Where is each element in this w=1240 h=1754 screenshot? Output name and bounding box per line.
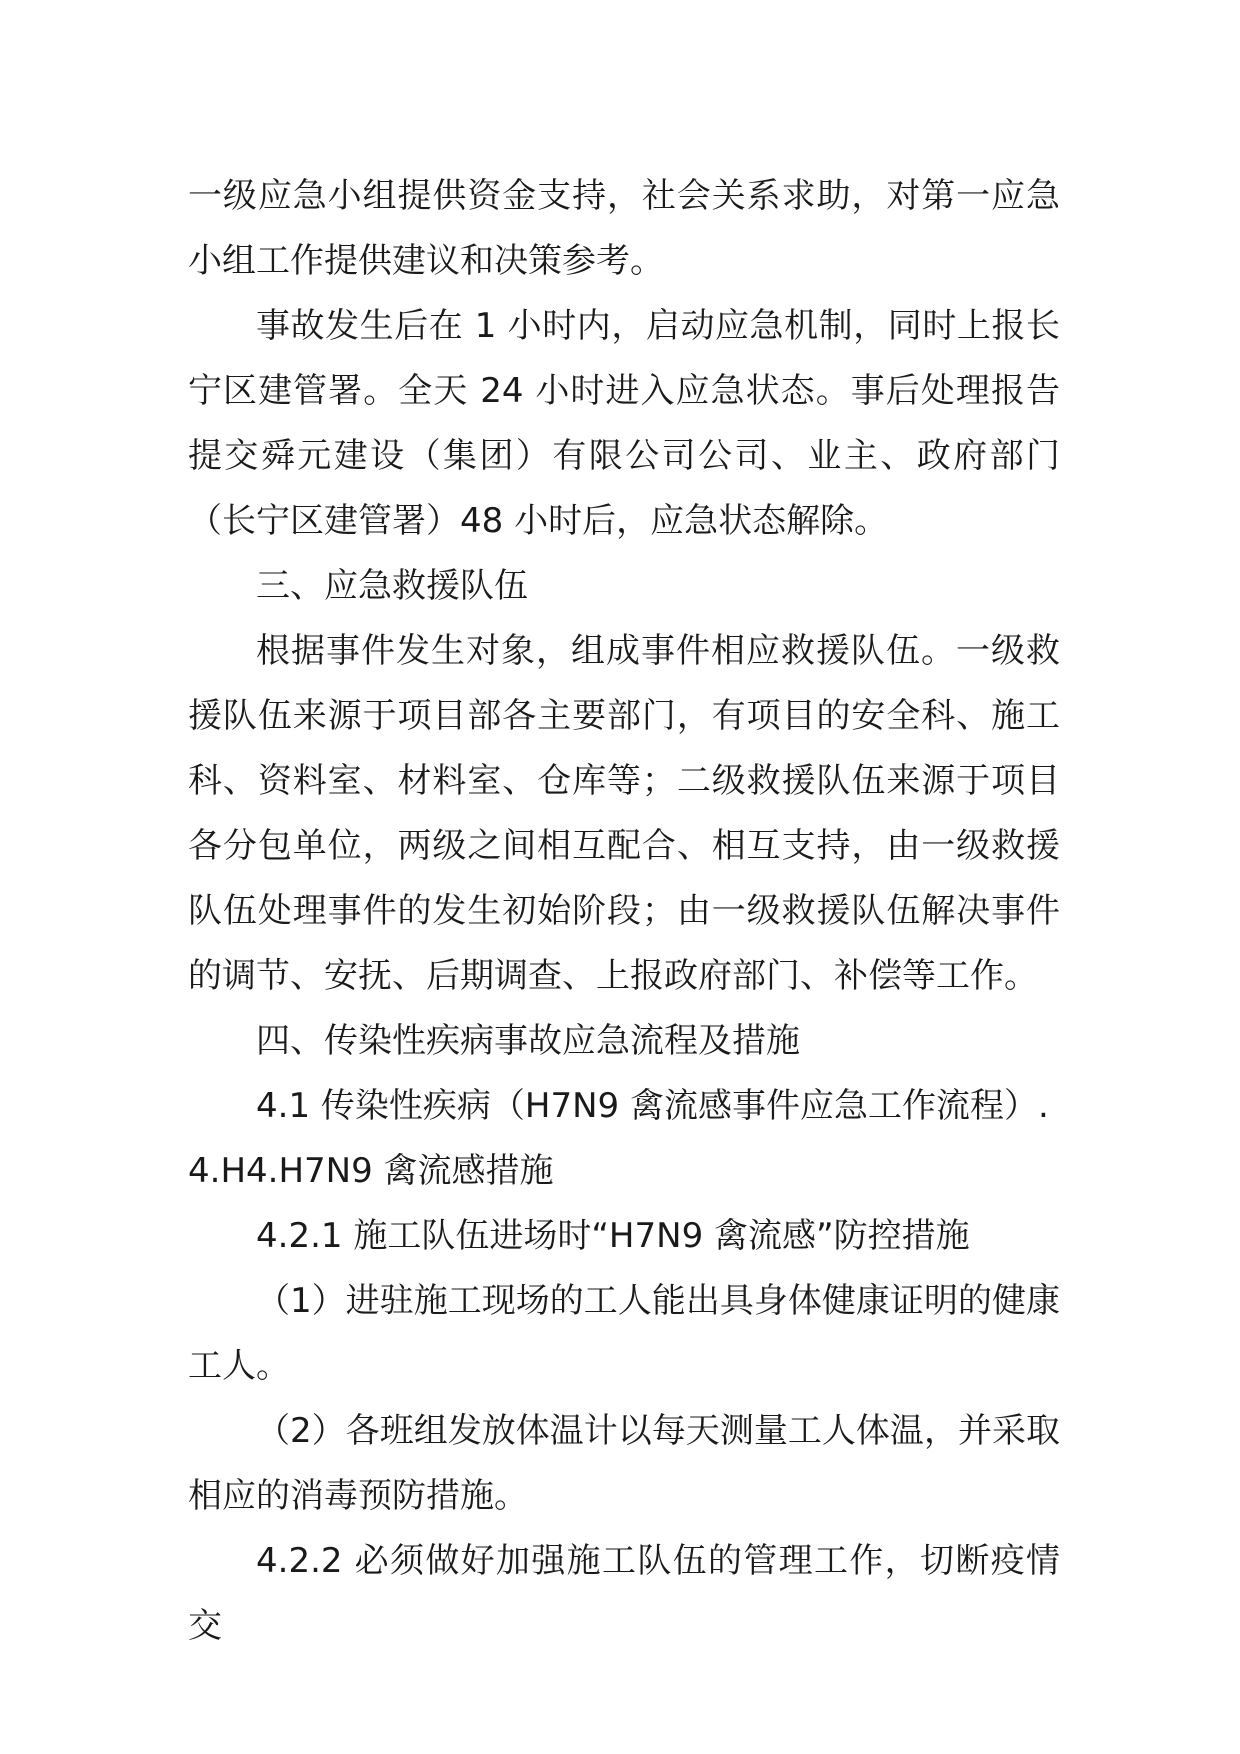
list-item-2: （2）各班组发放体温计以每天测量工人体温，并采取相应的消毒预防措施。: [188, 1411, 1060, 1516]
paragraph-emergency-activation: 事故发生后在 1 小时内，启动应急机制，同时上报长宁区建管署。全天 24 小时进入应急状态。事后处理报告提交舜元建设（集团）有限公司公司、业主、政府部门（长宁区建管署）48 小时后，应急状态解除。: [188, 306, 1060, 541]
section-4-1-title: 4.1 传染性疾病（H7N9 禽流感事件应急工作流程）.: [256, 1086, 1049, 1126]
paragraph-rescue-team-composition: 根据事件发生对象，组成事件相应救援队伍。一级救援队伍来源于项目部各主要部门，有项目的安全科、施工科、资料室、材料室、仓库等；二级救援队伍来源于项目各分包单位，两级之间相互配合、相互支持，由一级救援队伍处理事件的发生初始阶段；由一级救援队伍解决事件的调节、安抚、后期调查、上报政府部门、补偿等工作。: [188, 631, 1060, 996]
section-4-2-2-text: 4.2.2 必须做好加强施工队伍的管理工作，切断疫情交: [188, 1541, 1060, 1646]
heading-infectious-disease-procedure: 四、传染性疾病事故应急流程及措施: [256, 1021, 800, 1061]
list-item-1: （1）进驻施工现场的工人能出具身体健康证明的健康工人。: [188, 1281, 1060, 1386]
section-4-h4-title: 4.H4.H7N9 禽流感措施: [188, 1151, 554, 1191]
heading-rescue-team: 三、应急救援队伍: [256, 566, 528, 606]
document-body: [188, 164, 1060, 1659]
paragraph-funding-support: 一级应急小组提供资金支持，社会关系求助，对第一应急小组工作提供建议和决策参考。: [188, 176, 1060, 281]
section-4-2-1-title: 4.2.1 施工队伍进场时“H7N9 禽流感”防控措施: [256, 1216, 970, 1256]
